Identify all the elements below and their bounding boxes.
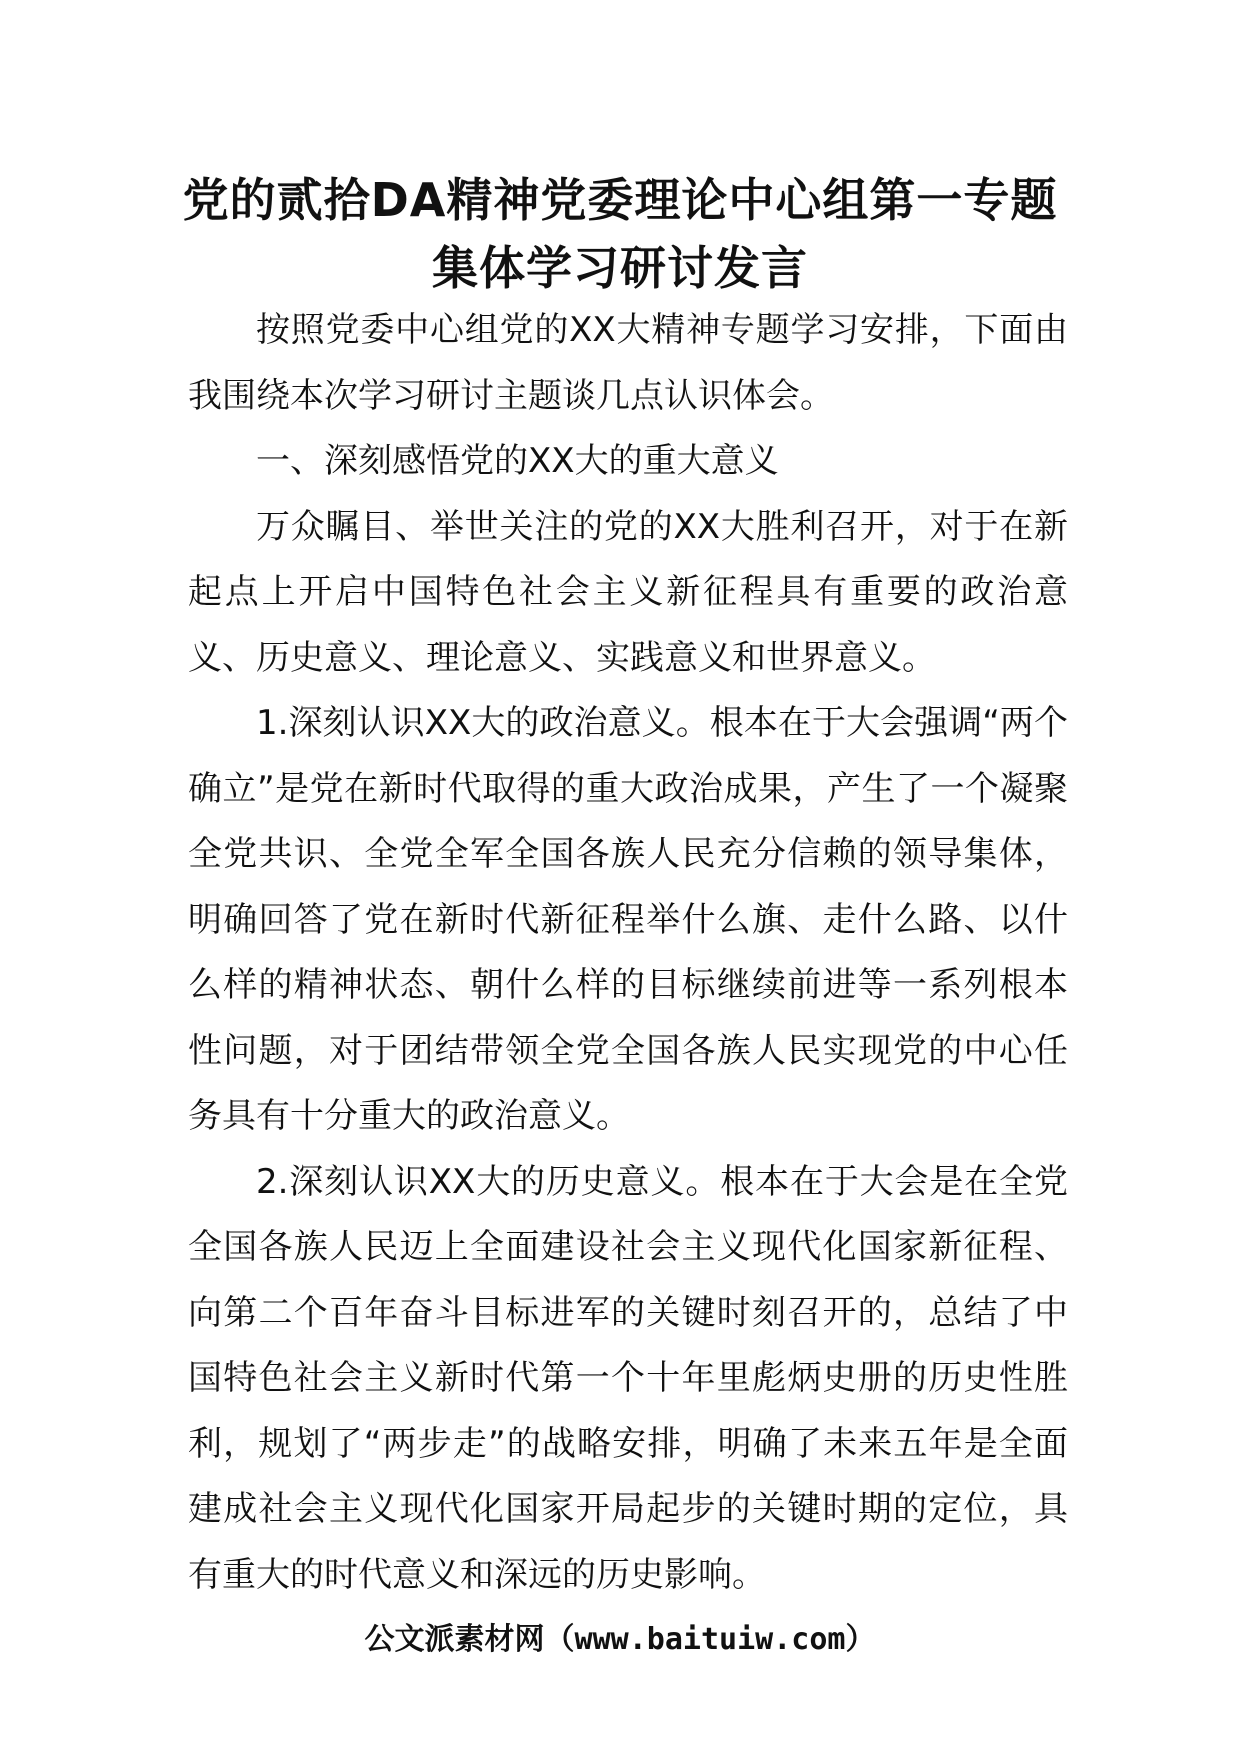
body-paragraph: 2.深刻认识XX大的历史意义。根本在于大会是在全党全国各族人民迈上全面建设社会主义现代化国家新征程、向第二个百年奋斗目标进军的关键时刻召开的，总结了中国特色社会主义新时代第一个十年里彪炳史册的历史性胜利，规划了“两步走”的战略安排，明确了未来五年是全面建成社会主义现代化国家开局起步的关键时期的定位，具有重大的时代意义和深远的历史影响。 (188, 1161, 1068, 1595)
footer-url: www.baituiw.com (574, 1622, 846, 1657)
document-title-line-1: 党的贰拾DA精神党委理论中心组第一专题 (182, 173, 1058, 227)
document-body (188, 298, 1068, 1608)
footer-open-paren: （ (544, 1622, 575, 1657)
footer-watermark (0, 1618, 1240, 1662)
document-title-line-2: 集体学习研讨发言 (432, 241, 808, 295)
footer-site-name: 公文派素材网 (364, 1622, 545, 1657)
section-heading-1: 一、深刻感悟党的XX大的重大意义 (256, 441, 779, 481)
body-paragraph: 万众瞩目、举世关注的党的XX大胜利召开，对于在新起点上开启中国特色社会主义新征程具有重要的政治意义、历史意义、理论意义、实践意义和世界意义。 (188, 506, 1068, 678)
footer-close-paren: ） (845, 1622, 876, 1657)
intro-paragraph: 按照党委中心组党的XX大精神专题学习安排，下面由我围绕本次学习研讨主题谈几点认识体会。 (188, 310, 1068, 416)
body-paragraph: 1.深刻认识XX大的政治意义。根本在于大会强调“两个确立”是党在新时代取得的重大政治成果，产生了一个凝聚全党共识、全党全军全国各族人民充分信赖的领导集体，明确回答了党在新时代新征程举什么旗、走什么路、以什么样的精神状态、朝什么样的目标继续前进等一系列根本性问题，对于团结带领全党全国各族人民实现党的中心任务具有十分重大的政治意义。 (188, 703, 1068, 1136)
